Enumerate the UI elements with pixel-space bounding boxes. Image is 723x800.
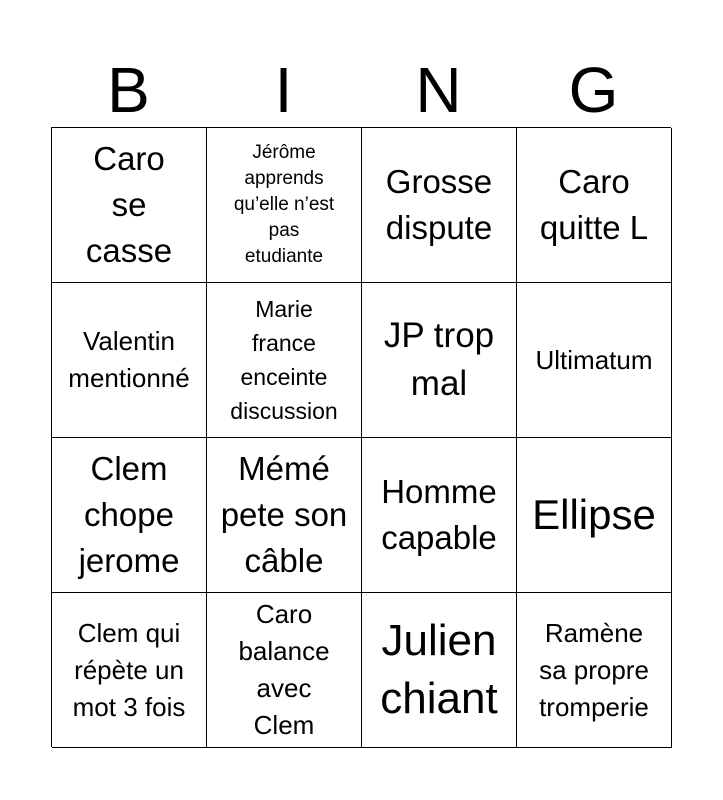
- cell-text: Ultimatum: [535, 344, 653, 375]
- cell-text: Caro se casse: [85, 140, 173, 269]
- bingo-cell[interactable]: [517, 283, 672, 438]
- bingo-cell[interactable]: [362, 438, 517, 593]
- bingo-cell[interactable]: [207, 283, 362, 438]
- cell-text: Grosse dispute: [385, 163, 493, 246]
- cell-text: Ramène sa propre tromperie: [539, 617, 649, 722]
- cell-text: Mémé pete son câble: [220, 450, 348, 579]
- bingo-header: [0, 52, 723, 128]
- cell-text: JP trop mal: [383, 316, 495, 403]
- bingo-cell[interactable]: [52, 593, 207, 748]
- bingo-cell[interactable]: [517, 438, 672, 593]
- cell-text: Jérôme apprends qu’elle n’est pas etudiante: [233, 142, 335, 267]
- cell-text: Caro quitte L: [539, 163, 649, 246]
- header-letter-g: G: [568, 54, 619, 126]
- header-letter-n: N: [415, 54, 462, 126]
- cell-text: Julien chiant: [380, 616, 498, 723]
- bingo-cell[interactable]: [207, 128, 362, 283]
- bingo-cell[interactable]: [362, 593, 517, 748]
- cell-text: Clem qui répète un mot 3 fois: [72, 617, 186, 722]
- bingo-grid: [51, 127, 671, 747]
- bingo-cell[interactable]: [517, 128, 672, 283]
- cell-text: Clem chope jerome: [78, 450, 180, 579]
- bingo-cell[interactable]: [207, 438, 362, 593]
- cell-text: Caro balance avec Clem: [238, 599, 330, 740]
- bingo-cell[interactable]: [517, 593, 672, 748]
- header-letter-b: B: [107, 54, 150, 126]
- bingo-cell[interactable]: [362, 128, 517, 283]
- bingo-cell[interactable]: [52, 283, 207, 438]
- header-letter-i: I: [274, 54, 293, 126]
- bingo-cell[interactable]: [52, 128, 207, 283]
- cell-text: Ellipse: [532, 491, 656, 538]
- bingo-cell[interactable]: [52, 438, 207, 593]
- cell-text: Marie france enceinte discussion: [230, 296, 338, 424]
- bingo-cell[interactable]: [362, 283, 517, 438]
- bingo-cell[interactable]: [207, 593, 362, 748]
- cell-text: Valentin mentionné: [68, 326, 190, 393]
- cell-text: Homme capable: [381, 473, 497, 556]
